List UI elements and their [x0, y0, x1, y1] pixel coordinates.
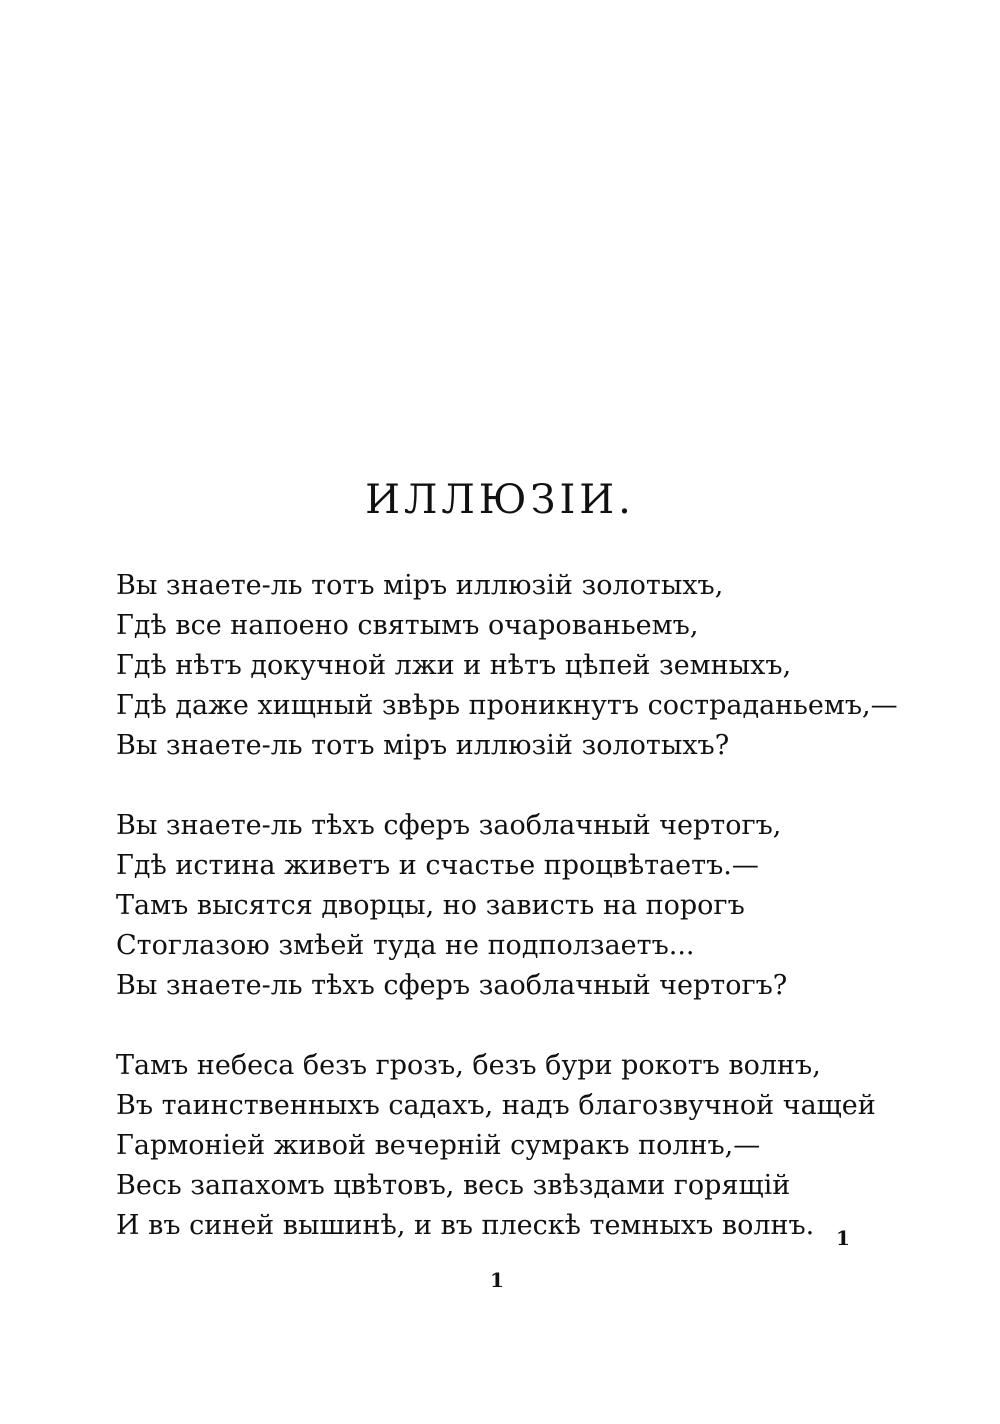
poem-line: Гдѣ даже хищный звѣрь проникнутъ состраданьемъ,— — [116, 690, 898, 721]
poem-line: Гдѣ нѣтъ докучной лжи и нѣтъ цѣпей земныхъ, — [116, 650, 792, 681]
poem-line: Вы знаете-ль тѣхъ сферъ заоблачный чертогъ, — [116, 810, 782, 841]
poem-line: Вы знаете-ль тотъ мiръ иллюзiй золотыхъ, — [116, 570, 724, 601]
poem-line: Стоглазою змѣей туда не подползаетъ... — [116, 930, 695, 961]
poem-line: Гармонiей живой вечернiй сумракъ полнъ,— — [116, 1130, 761, 1161]
poem-title: ИЛЛЮЗIИ. — [365, 477, 635, 523]
stanza-3 — [116, 1046, 976, 1246]
poem-line: Весь запахомъ цвѣтовъ, весь звѣздами горящiй — [116, 1170, 791, 1201]
page-number: 1 — [490, 1268, 504, 1292]
poem-line: Въ таинственныхъ садахъ, надъ благозвучной чащей — [116, 1090, 876, 1121]
poem-line: Тамъ высятся дворцы, но зависть на порогъ — [116, 890, 745, 921]
stanza-1 — [116, 566, 976, 766]
poem-line: Вы знаете-ль тотъ мiръ иллюзiй золотыхъ? — [116, 730, 730, 761]
signature-mark: 1 — [836, 1226, 850, 1250]
stanza-2 — [116, 806, 976, 1006]
poem-line: Тамъ небеса безъ грозъ, безъ бури рокотъ волнъ, — [116, 1050, 821, 1081]
poem-line: И въ синей вышинѣ, и въ плескѣ темныхъ волнъ. — [116, 1210, 815, 1241]
poem-line: Гдѣ все напоено святымъ очарованьемъ, — [116, 610, 699, 641]
poem-line: Гдѣ истина живетъ и счастье процвѣтаетъ.— — [116, 850, 759, 881]
poem-line: Вы знаете-ль тѣхъ сферъ заоблачный чертогъ? — [116, 970, 788, 1001]
poem-body — [116, 566, 976, 1286]
